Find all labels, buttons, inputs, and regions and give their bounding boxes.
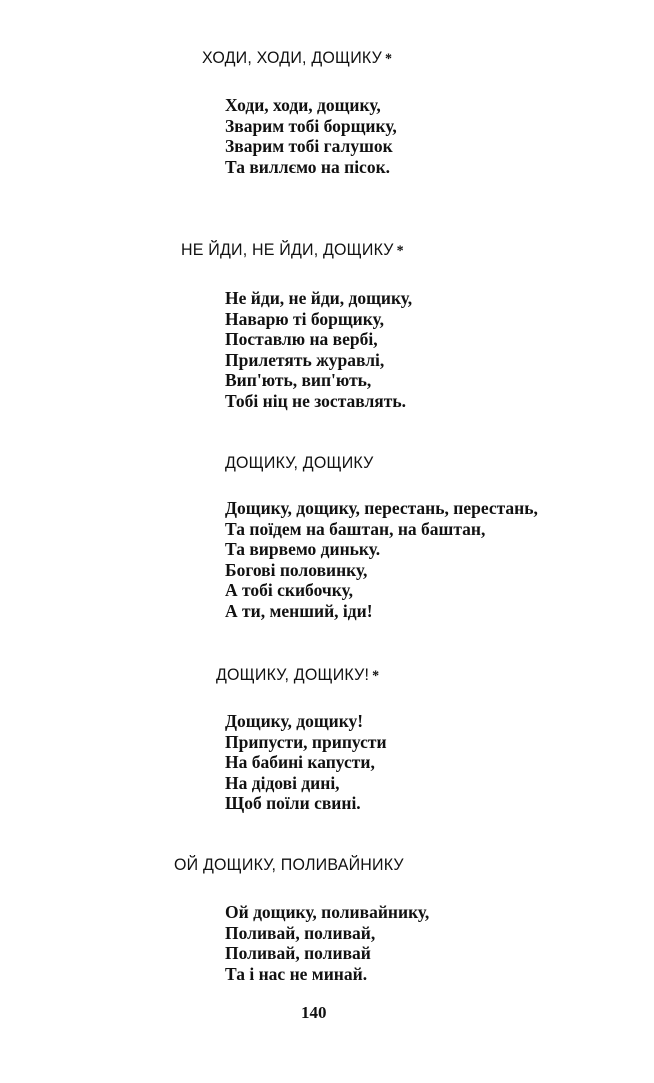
poem-verse (225, 288, 412, 412)
verse-line: Дощику, дощику, перестань, перестань, (225, 498, 538, 518)
footnote-mark: * (396, 243, 404, 260)
poem-title (216, 665, 379, 687)
poem-title-text: ДОЩИКУ, ДОЩИКУ! (216, 666, 370, 685)
verse-line: Дощику, дощику! (225, 711, 364, 731)
poem-verse (225, 95, 397, 177)
verse-line: Зварим тобі галушок (225, 136, 393, 157)
footnote-mark: * (384, 51, 393, 68)
verse-line: Прилетять журавлі, (225, 349, 385, 370)
page-number: 140 (301, 1003, 327, 1022)
verse-line: Та виллємо на пісок. (225, 156, 391, 177)
verse-line: Ой дощику, поливайнику, (225, 902, 430, 922)
verse-line: Щоб поїли свині. (225, 793, 361, 814)
poem-title (174, 855, 407, 877)
verse-line: Припусти, припусти (225, 731, 387, 752)
verse-line: Поливай, поливай, (225, 922, 376, 943)
poem-title-text: ДОЩИКУ, ДОЩИКУ (225, 454, 374, 473)
poem-title-text: ХОДИ, ХОДИ, ДОЩИКУ (202, 49, 382, 68)
poem-title (181, 240, 404, 262)
verse-line: Поливай, поливай (225, 943, 371, 964)
verse-line: Наварю ті борщику, (225, 308, 384, 329)
verse-line: Ходи, ходи, дощику, (225, 95, 381, 115)
verse-line: На дідові дині, (225, 772, 340, 793)
verse-line: Вип'ють, вип'ють, (225, 370, 372, 391)
poem-verse (225, 711, 387, 814)
poem-title-text: НЕ ЙДИ, НЕ ЙДИ, ДОЩИКУ (181, 241, 394, 260)
footnote-mark: * (372, 668, 380, 685)
verse-line: Не йди, не йди, дощику, (225, 288, 413, 308)
verse-line: А тобі скибочку, (225, 580, 353, 601)
verse-line: На бабині капусти, (225, 752, 375, 773)
verse-line: Зварим тобі борщику, (225, 115, 397, 136)
verse-line: Та вирвемо диньку. (225, 539, 381, 560)
verse-line: Та і нас не минай. (225, 963, 368, 984)
poem-title (225, 453, 376, 475)
poem-title (202, 48, 392, 70)
verse-line: Богові половинку, (225, 559, 368, 580)
poem-verse (225, 902, 429, 984)
verse-line: Та поїдем на баштан, на баштан, (225, 518, 486, 539)
poem-title-text: ОЙ ДОЩИКУ, ПОЛИВАЙНИКУ (174, 856, 404, 875)
poem-verse (225, 498, 538, 622)
verse-line: Тобі ніц не зоставлять. (225, 390, 406, 411)
verse-line: А ти, менший, іди! (225, 600, 373, 621)
verse-line: Поставлю на вербі, (225, 329, 378, 350)
